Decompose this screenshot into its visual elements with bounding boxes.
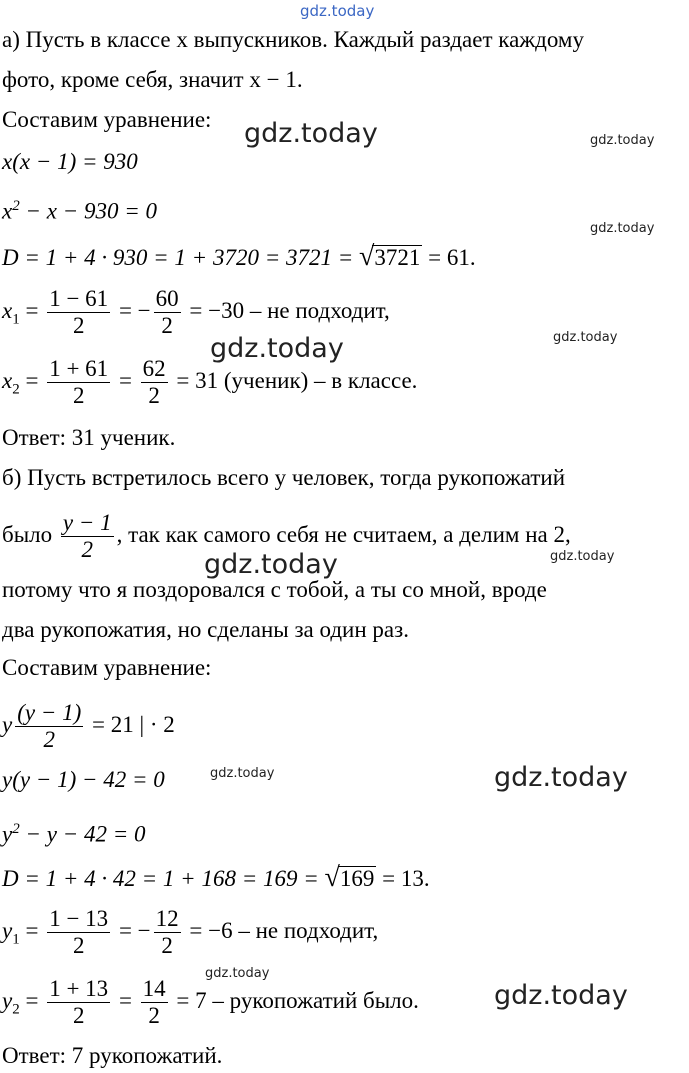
part-b-intro-line-3: потому что я поздоровался с тобой, а ты со мной, вроде [2, 577, 547, 602]
watermark-small: gdz.today [550, 549, 615, 564]
fraction: $\frac{14}{2}$ [142, 976, 166, 1028]
watermark: gdz.today [494, 980, 628, 1011]
part-b-equation-3: $y^2 - y - 42 = 0$ [2, 821, 146, 847]
watermark-top: gdz.today [300, 2, 375, 20]
watermark-small: gdz.today [210, 766, 275, 781]
radicand: 169 [339, 866, 375, 891]
part-b-equation-1: y $\frac{(y - 1)}{2}$ = 21 | · 2 [2, 700, 175, 752]
watermark-small: gdz.today [205, 966, 270, 981]
part-b-answer: Ответ: 7 рукопожатий. [2, 1043, 223, 1068]
fraction: $\frac{(y - 1)}{2}$ [17, 700, 82, 752]
radicand: 3721 [374, 245, 421, 270]
part-a-equation-1: x(x − 1) = 930 [2, 149, 138, 174]
part-a-root-1: $x_1$ = $\frac{1 - 61}{2}$ = − $\frac{60}{2}$ = −30 – не подходит, [2, 286, 390, 338]
watermark-small: gdz.today [590, 221, 655, 236]
part-b-intro-line-4: два рукопожатия, но сделаны за один раз. [2, 617, 409, 642]
part-b-intro-line-2: было $\frac{y - 1}{2}$ , так как самого себя не считаем, а делим на 2, [2, 510, 571, 562]
watermark: gdz.today [210, 333, 344, 364]
part-b-root-2: $y_2$ = $\frac{1 + 13}{2}$ = $\frac{14}{2}$ = 7 – рукопожатий было. [2, 976, 419, 1028]
part-b-intro-line-1: б) Пусть встретилось всего y человек, тогда рукопожатий [2, 465, 566, 490]
part-a-root-2: $x_2$ = $\frac{1 + 61}{2}$ = $\frac{62}{2}$ = 31 (ученик) – в классе. [2, 356, 418, 408]
fraction: $\frac{1 - 61}{2}$ [49, 286, 109, 338]
part-b-setup: Составим уравнение: [2, 655, 212, 680]
part-b-root-1: $y_1$ = $\frac{1 - 13}{2}$ = − $\frac{12}{2}$ = −6 – не подходит, [2, 906, 379, 958]
part-a-discriminant: D = 1 + 4 · 930 = 1 + 3720 = 3721 = √3721 = 61. [2, 241, 476, 272]
fraction: $\frac{1 + 13}{2}$ [49, 976, 109, 1028]
watermark: gdz.today [244, 118, 378, 149]
part-a-intro-line-2: фото, кроме себя, значит x − 1. [2, 67, 303, 92]
fraction: $\frac{1 - 13}{2}$ [49, 906, 109, 958]
watermark: gdz.today [494, 762, 628, 793]
part-a-setup: Составим уравнение: [2, 107, 212, 132]
part-b-equation-2: y(y − 1) − 42 = 0 [2, 767, 165, 792]
fraction: $\frac{60}{2}$ [155, 286, 179, 338]
fraction: $\frac{62}{2}$ [142, 356, 166, 408]
fraction: $\frac{12}{2}$ [155, 906, 179, 958]
part-a-intro-line-1: а) Пусть в классе x выпускников. Каждый раздает каждому [2, 27, 584, 52]
part-a-equation-2: $x^2 - x - 930 = 0$ [2, 198, 157, 224]
fraction: $\frac{y - 1}{2}$ [62, 510, 112, 562]
part-b-discriminant: D = 1 + 4 · 42 = 1 + 168 = 169 = √169 = 13. [2, 862, 430, 893]
watermark-small: gdz.today [553, 330, 618, 345]
fraction: $\frac{1 + 61}{2}$ [49, 356, 109, 408]
watermark: gdz.today [204, 549, 338, 580]
part-a-answer: Ответ: 31 ученик. [2, 425, 176, 450]
watermark-small: gdz.today [590, 133, 655, 148]
